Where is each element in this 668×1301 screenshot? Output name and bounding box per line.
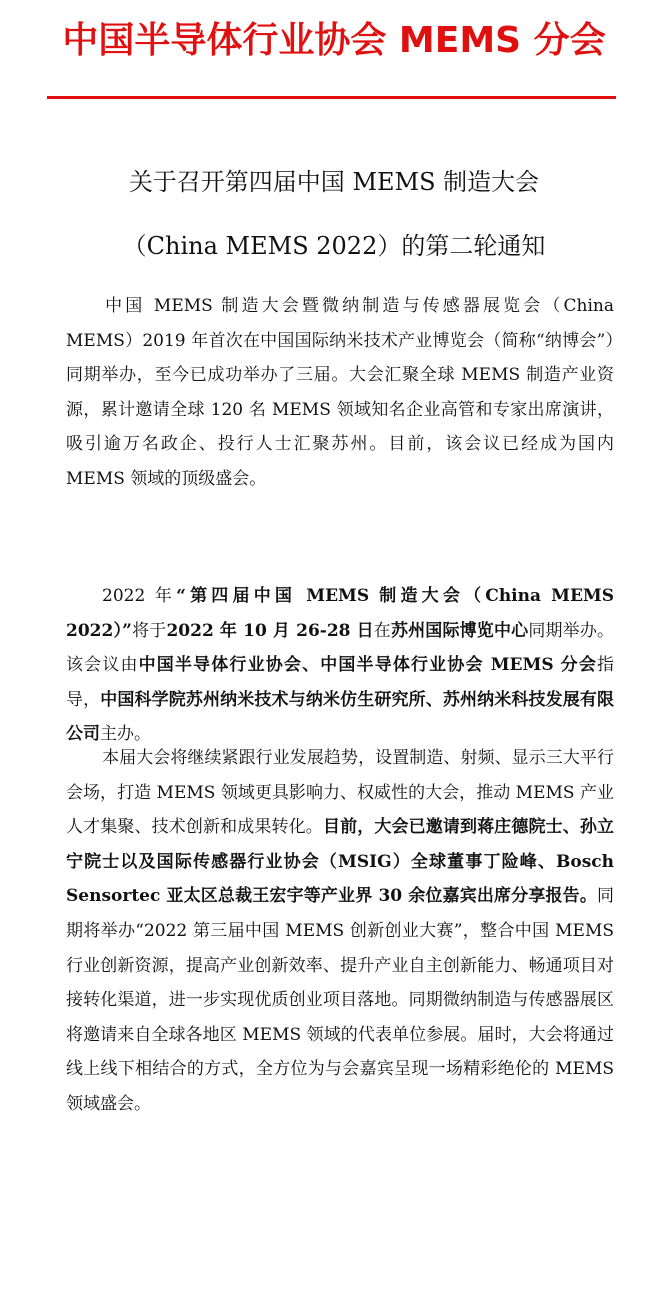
paragraph-3 (66, 741, 614, 1122)
paragraph-2-text: 指导， (66, 655, 614, 710)
paragraph-2-text: 同期举办。该会议由 (66, 620, 614, 676)
paragraph-2-guiding-units: 中国半导体行业协会、中国半导体行业协会 MEMS 分会 (138, 655, 597, 676)
paragraph-2-venue: 苏州国际博览中心 (390, 620, 529, 641)
letterhead (0, 0, 668, 100)
paragraph-2-event-name: “第四届中国 MEMS 制造大会（China MEMS 2022）” (66, 586, 615, 641)
paragraph-2-organizers: 中国科学院苏州纳米技术与纳米仿生研究所、苏州纳米科技发展有限公司 (66, 689, 615, 745)
paragraph-2-year: 2022 年 (102, 586, 177, 606)
paragraph-1-text: 中国 MEMS 制造大会暨微纳制造与传感器展览会（China MEMS）2019 年首次在中国国际纳米技术产业博览会（简称“纳博会”）同期举办，至今已成功举办了三届。大会汇聚全球 MEMS 制造产业资源，累计邀请全球 120 名 MEMS 领域知名企业高管和专家出席演讲，吸引逾万名政企、投行人士汇聚苏州。目前，该会议已经成为国内 MEMS 领域的顶级盛会。 (66, 296, 614, 489)
letterhead-divider (47, 96, 616, 99)
paragraph-2-text: 主办。 (100, 724, 151, 745)
paragraph-3-text: 本届大会将继续紧跟行业发展趋势，设置制造、射频、显示三大平行会场，打造 MEMS 领域更具影响力、权威性的大会，推动 MEMS 产业人才集聚、技术创新和成果转化。 (66, 748, 614, 838)
paragraph-2 (66, 579, 614, 752)
paragraph-2-date: 2022 年 10 月 26-28 日 (166, 620, 374, 641)
paragraph-3-text: 同期将举办“2022 第三届中国 MEMS 创新创业大赛”，整合中国 MEMS 行业创新资源，提高产业创新效率、提升产业自主创新能力、畅通项目对接转化渠道，进一步实现优质创业项目落地。同期微纳制造与传感器展区将邀请来自全球各地区 MEMS 领域的代表单位参展。届时，大会将通过线上线下相结合的方式，全方位为与会嘉宾呈现一场精彩绝伦的 MEMS 领域盛会。 (66, 886, 614, 1114)
paragraph-2-text: 将于 (131, 620, 167, 641)
paragraph-3-speakers: 目前，大会已邀请到蒋庄德院士、孙立宁院士以及国际传感器行业协会（MSIG）全球董事丁险峰、Bosch Sensortec 亚太区总裁王宏宇等产业界 30 余位嘉宾出席分享报告。 (66, 817, 615, 907)
document-title-line-1: 关于召开第四届中国 MEMS 制造大会 (128, 168, 540, 196)
document-title-line-2: （China MEMS 2022）的第二轮通知 (122, 232, 546, 260)
paragraph-1 (66, 289, 614, 497)
paragraph-2-text: 在 (373, 620, 391, 641)
organization-title: 中国半导体行业协会 MEMS 分会 (62, 20, 606, 61)
